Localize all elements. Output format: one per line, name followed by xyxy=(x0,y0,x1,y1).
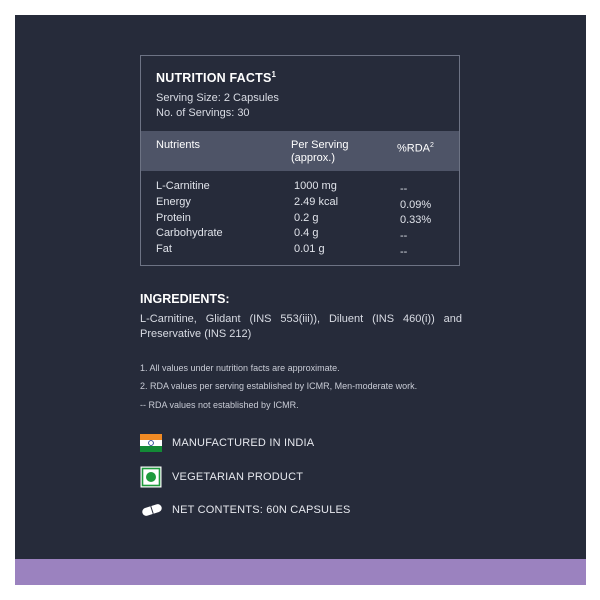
header-per-serving: Per Serving (approx.) xyxy=(291,139,349,164)
badge-net-contents: NET CONTENTS: 60N CAPSULES xyxy=(172,504,351,516)
serving-size: Serving Size: 2 Capsules xyxy=(156,92,279,104)
table-row: L-Carnitine 1000 mg -- xyxy=(156,180,408,195)
table-header xyxy=(141,131,459,171)
ingredients-text: L-Carnitine, Glidant (INS 553(iii)), Diluent (INS 460(i)) and Preservative (INS 212) xyxy=(140,313,462,340)
footnote: 1. All values under nutrition facts are approximate. xyxy=(140,363,340,373)
table-row: Energy 2.49 kcal 0.09% xyxy=(156,196,432,211)
header-nutrients: Nutrients xyxy=(156,139,201,151)
badge-made-in-india: MANUFACTURED IN INDIA xyxy=(172,437,315,449)
bottom-stripe xyxy=(15,559,586,585)
table-row: Protein 0.2 g 0.33% xyxy=(156,212,432,226)
table-row: Carbohydrate 0.4 g -- xyxy=(156,227,408,242)
table-row: Fat 0.01 g -- xyxy=(156,243,408,258)
india-flag-icon xyxy=(140,434,162,454)
capsule-icon xyxy=(140,503,164,523)
servings-count: No. of Servings: 30 xyxy=(156,107,250,119)
footnote: -- RDA values not established by ICMR. xyxy=(140,400,299,410)
badge-vegetarian: VEGETARIAN PRODUCT xyxy=(172,471,304,483)
header-rda: %RDA$^2$ xyxy=(397,142,434,155)
footnote: 2. RDA values per serving established by ICMR, Men-moderate work. xyxy=(140,381,418,391)
ingredients-title: INGREDIENTS: xyxy=(140,292,230,306)
nutrition-facts-title: NUTRITION FACTS$^1$ xyxy=(156,70,277,86)
vegetarian-icon xyxy=(140,466,162,486)
nutrition-facts-box xyxy=(140,55,460,266)
